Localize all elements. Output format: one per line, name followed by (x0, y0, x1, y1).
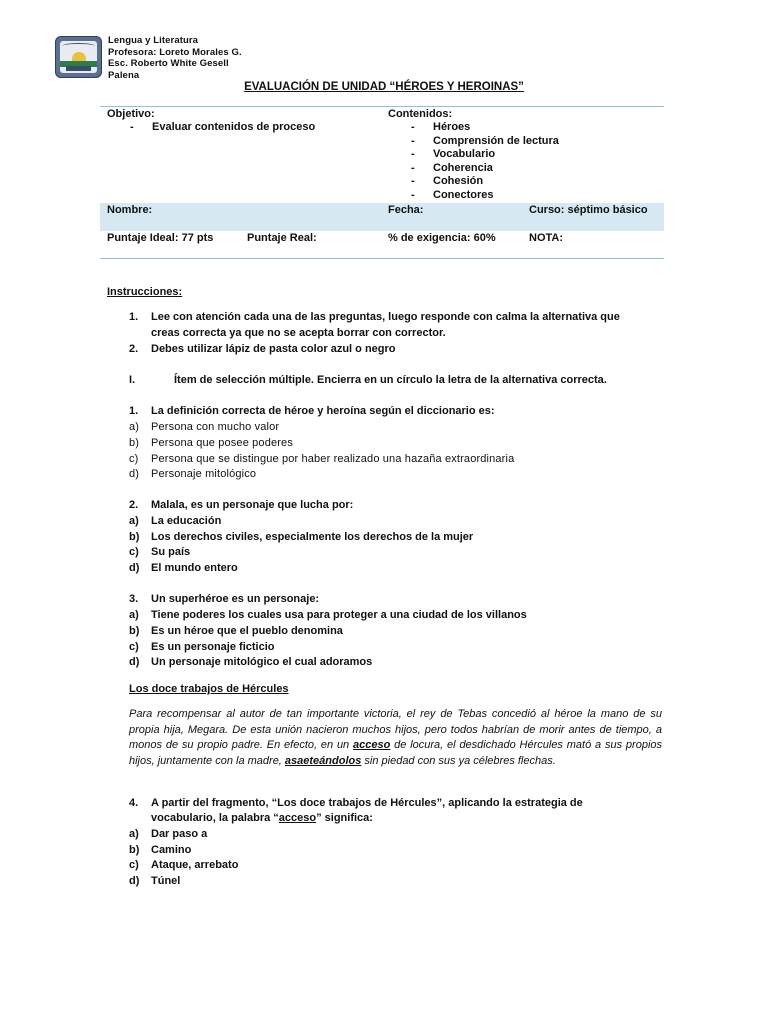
nombre-label: Nombre: (107, 204, 153, 216)
instruction-item: 1. Lee con atención cada una de las preguntas, luego responde con calma la alternativa que (129, 311, 620, 323)
option: b) Los derechos civiles, especialmente los derechos de la mujer (129, 531, 474, 543)
contenidos-item: - Comprensión de lectura (411, 134, 559, 147)
contenidos-item: - Vocabulario (411, 148, 496, 160)
reading-paragraph: Para recompensar al autor de tan importante victoria, el rey de Tebas concedió al héroe la mano de su propia hija, Megara. De esta unión nacieron muchos hijos, pero todos habrían de morir antes de tiempo, a monos de su propio padre. En efecto, en un acceso de locura, el desdichado Hércules mató a sus propios hijos, juntamente con la madre, asaeteándolos sin piedad con sus ya célebres flechas. (129, 708, 662, 767)
table-rule-bottom (100, 258, 664, 259)
option: c) Es un personaje ficticio (129, 641, 275, 653)
puntaje-real: Puntaje Real: (247, 232, 317, 244)
contenidos-item: - Héroes (411, 121, 471, 133)
question: 1. La definición correcta de héroe y heroína según el diccionario es: (129, 405, 495, 417)
puntaje-ideal: Puntaje Ideal: 77 pts (107, 232, 214, 244)
page-title: EVALUACIÓN DE UNIDAD “HÉROES Y HEROINAS” (244, 81, 524, 93)
header-subject: Lengua y Literatura (108, 35, 199, 46)
header-school: Esc. Roberto White Gesell (108, 58, 229, 69)
question: 3. Un superhéroe es un personaje: (129, 593, 320, 605)
highlighted-word: asaeteándolos (284, 754, 362, 767)
option: a) La educación (129, 515, 222, 527)
reading-title: Los doce trabajos de Hércules (129, 683, 289, 695)
section-heading: I. Ítem de selección múltiple. Encierra en un círculo la letra de la alternativa correcta. (129, 374, 607, 386)
highlighted-word: acceso (353, 739, 391, 752)
option: d) Un personaje mitológico el cual adoramos (129, 656, 373, 668)
option: d) Personaje mitológico (129, 468, 257, 480)
instructions-heading: Instrucciones: (107, 286, 183, 298)
question: 2. Malala, es un personaje que lucha por: (129, 499, 354, 511)
fecha-label: Fecha: (388, 204, 424, 216)
question-cont: vocabulario, la palabra “acceso” significa: (151, 812, 373, 824)
header-teacher: Profesora: Loreto Morales G. (108, 46, 242, 58)
option: c) Su país (129, 546, 191, 558)
option: b) Es un héroe que el pueblo denomina (129, 625, 343, 637)
option: a) Dar paso a (129, 828, 208, 840)
contenidos-label: Contenidos: (388, 108, 453, 120)
question: 4. A partir del fragmento, “Los doce trabajos de Hércules”, aplicando la estrategia de (129, 797, 583, 809)
school-logo (56, 37, 101, 77)
contenidos-item: - Conectores (411, 188, 494, 201)
option: a) Tiene poderes los cuales usa para proteger a una ciudad de los villanos (129, 609, 527, 621)
objetivo-label: Objetivo: (107, 108, 155, 120)
option: c) Persona que se distingue por haber realizado una hazaña extraordinaria (129, 453, 515, 465)
table-rule-top (100, 106, 664, 107)
contenidos-item: - Cohesión (411, 175, 484, 187)
exigencia: % de exigencia: 60% (388, 232, 496, 244)
objetivo-item: - Evaluar contenidos de proceso (130, 121, 316, 133)
instruction-item-cont: creas correcta ya que no se acepta borrar con corrector. (151, 327, 446, 339)
curso-label: Curso: séptimo básico (529, 204, 648, 216)
header-info (108, 35, 242, 81)
option: d) El mundo entero (129, 562, 238, 574)
contenidos-item: - Coherencia (411, 161, 493, 174)
option: d) Túnel (129, 875, 181, 887)
option: b) Camino (129, 844, 192, 856)
nota-label: NOTA: (529, 232, 564, 244)
instruction-item: 2. Debes utilizar lápiz de pasta color azul o negro (129, 343, 396, 355)
header-town: Palena (108, 69, 140, 81)
option: a) Persona con mucho valor (129, 421, 280, 433)
option: c) Ataque, arrebato (129, 859, 239, 871)
option: b) Persona que posee poderes (129, 437, 293, 449)
